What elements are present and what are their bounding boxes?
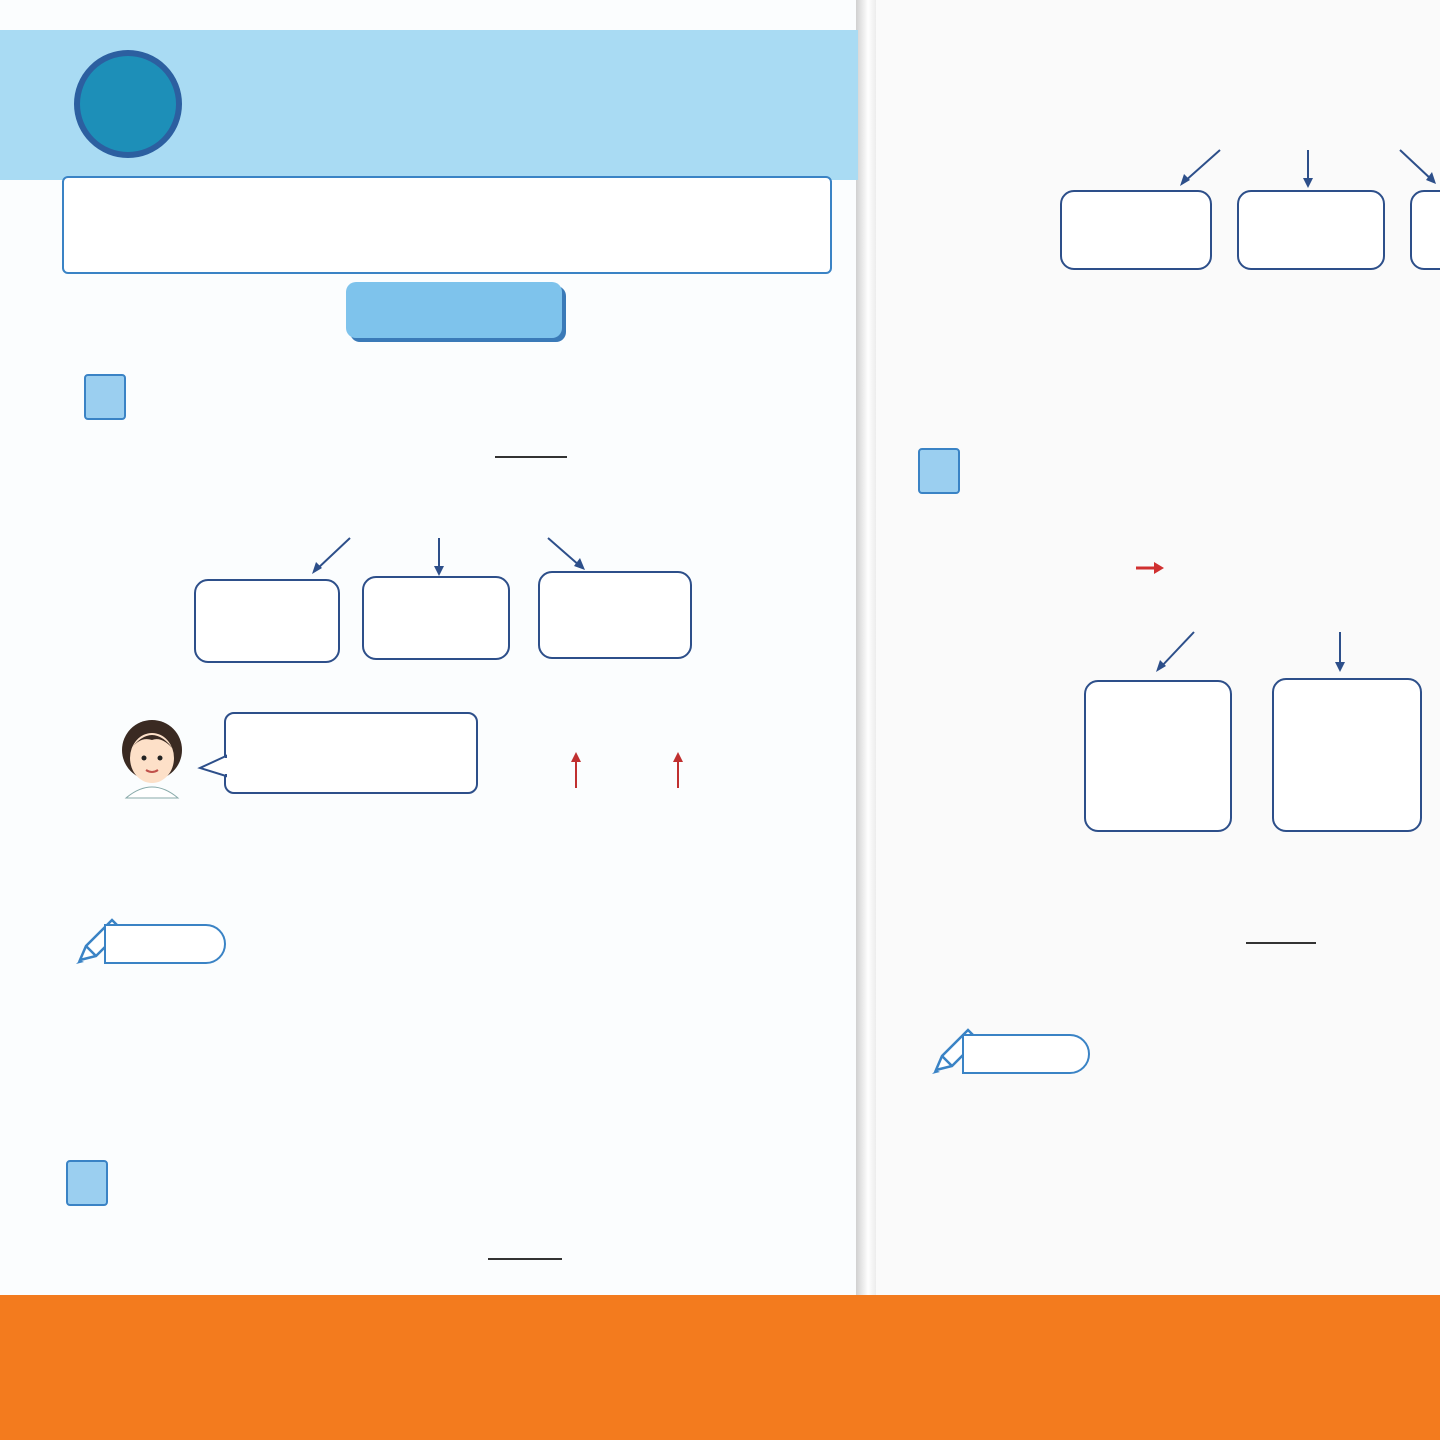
group-box-r2 [1237, 190, 1385, 270]
do-it-tag-right [962, 1034, 1090, 1074]
promo-banner [0, 1295, 1440, 1440]
right-arrow-icon [1136, 558, 1166, 578]
stick-pair-icon [396, 582, 476, 652]
division-arrows-rods [1140, 628, 1440, 678]
stick-pair-icon [226, 585, 306, 655]
rod-group-box-1 [1084, 680, 1232, 832]
girl-avatar-icon [112, 714, 196, 798]
stick-pair-icon [574, 579, 654, 649]
answer-underline [1246, 942, 1316, 944]
answer-underline [495, 456, 567, 458]
group-box-2 [362, 576, 510, 660]
question-1-badge [84, 374, 126, 420]
stick-pair-icon [1424, 196, 1440, 266]
stick-bundles-69-illustration [1170, 86, 1440, 150]
division-arrows-right [1170, 146, 1440, 190]
stick-bundles-illustration [312, 462, 572, 534]
ten-rods-icon [1108, 694, 1208, 820]
stick-pair-icon [1076, 196, 1206, 266]
up-arrows [560, 752, 700, 792]
bubble-pointer [198, 754, 228, 778]
group-box-1 [194, 579, 340, 663]
book-spine [856, 0, 876, 1295]
answer-underline [488, 1258, 562, 1260]
question-2-badge [66, 1160, 108, 1206]
do-it-tag [104, 924, 226, 964]
question-3-badge [918, 448, 960, 494]
stick-pair-icon [1251, 196, 1381, 266]
chapter-number-badge [74, 50, 182, 158]
rod-group-box-2 [1272, 678, 1422, 832]
section-title [346, 282, 562, 338]
ten-rods-icon [1296, 692, 1396, 818]
hundred-block-illustration [948, 506, 1440, 630]
group-box-r3 [1410, 190, 1440, 270]
group-box-3 [538, 571, 692, 659]
learning-goals-box [62, 176, 832, 274]
speech-bubble [224, 712, 478, 794]
group-box-r1 [1060, 190, 1212, 270]
